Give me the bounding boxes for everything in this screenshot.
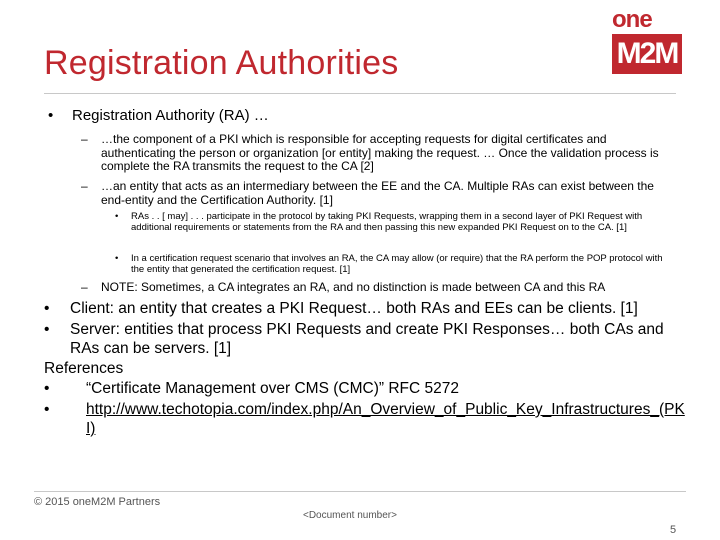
bullet-icon: • [44,300,50,317]
sub-item-2 [81,180,671,207]
sub-sub-item-1 [115,211,675,233]
bullet-icon: • [44,401,50,418]
sub-item-1 [81,133,671,174]
server-bullet-text [70,320,684,358]
logo-one-text: one [612,6,652,33]
reference-item-1-text: “Certificate Management over CMS (CMC)” RFC 5272 [86,380,459,397]
reference-link[interactable]: http://www.techotopia.com/index.php/An_Overview_of_Public_Key_Infrastructures_(PKI) [86,401,685,437]
dash-icon: – [81,280,88,294]
bullet-icon: • [48,107,54,124]
client-bullet [44,299,684,318]
bullet-icon: • [44,380,50,397]
server-description: : entities that process PKI Requests and create PKI Responses… both CAs and RAs can be servers. [1] [70,321,664,357]
dash-icon: – [81,132,88,146]
sub-sub-item-2-text: In a certification request scenario that involves an RA, the CA may allow (or require) that the RA perform the POP protocol with the entity that generated the certification request. [1] [131,253,663,275]
bullet-icon: • [115,253,119,264]
reference-item-1 [44,379,684,398]
server-bullet [44,320,684,358]
references-heading: References [44,360,124,377]
sub-sub-item-1-text: RAs . . [ may] . . . participate in the protocol by taking PKI Requests, wrapping them in a second layer of PKI Request with additional requirements or statements from the RA and then passing this new expanded PKI Request on to the CA. [1] [131,211,643,233]
dash-icon: – [81,179,88,193]
bullet-icon: • [115,211,119,222]
reference-item-2 [44,400,684,438]
sub-sub-item-2 [115,253,675,275]
client-bullet-text [70,299,684,318]
note-item-text: NOTE: Sometimes, a CA integrates an RA, and no distinction is made between CA and this RA [101,280,606,294]
note-item [81,281,691,295]
page-number: 5 [670,524,677,536]
copyright-text: © 2015 oneM2M Partners [34,496,161,508]
slide-title: Registration Authorities [44,44,399,82]
footer-divider [34,491,686,492]
sub-item-2-text: …an entity that acts as an intermediary between the EE and the CA. Multiple RAs can exist between the end-entity and the Certification Authority. [1] [101,179,654,207]
logo-m2m-text: M2M [612,34,682,74]
bullet-icon: • [44,321,50,338]
main-bullet-text: Registration Authority (RA) … [72,107,269,124]
onem2m-logo [612,8,682,72]
document-number: <Document number> [303,510,397,521]
client-description: : an entity that creates a PKI Request… both RAs and EEs can be clients. [1] [109,300,638,317]
title-divider [44,93,676,94]
sub-item-1-text: …the component of a PKI which is responsible for accepting requests for digital certificates and authenticating the person or organization [or entity] making the request. … Once the validation process is complete the RA transmits the request to the CA [2] [101,132,659,173]
server-term: Server [70,321,116,338]
client-term: Client [70,300,110,317]
